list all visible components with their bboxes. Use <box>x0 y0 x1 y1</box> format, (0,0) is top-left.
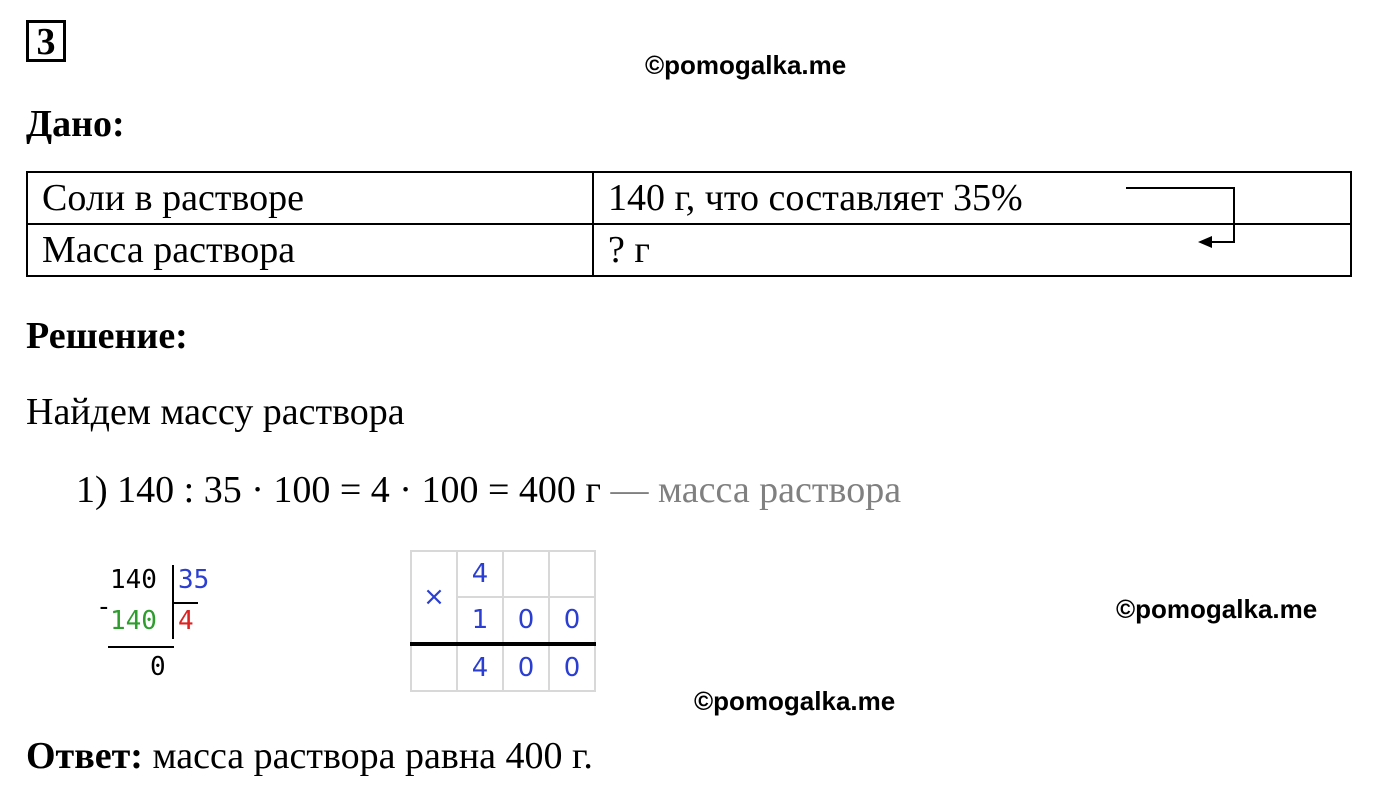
mult-cell: 0 <box>549 644 595 691</box>
answer-text: масса раствора равна 400 г. <box>142 735 593 777</box>
division-divisor: 35 <box>178 565 210 595</box>
division-dividend: 140 <box>110 565 157 595</box>
given-heading: Дано: <box>26 103 125 145</box>
division-minus: - <box>96 592 112 622</box>
step-expression: 1) 140 : 35 · 100 = 4 · 100 = 400 г <box>76 469 601 511</box>
solution-step <box>76 468 901 512</box>
watermark-top: ©pomogalka.me <box>645 50 847 80</box>
mult-cell: 4 <box>457 551 503 597</box>
mult-sign: × <box>411 551 457 644</box>
given-value: ? г <box>593 224 1351 276</box>
division-quotient: 4 <box>178 606 194 636</box>
step-note: — масса раствора <box>610 469 902 511</box>
mult-cell: 4 <box>457 644 503 691</box>
task-number: 3 <box>26 20 66 62</box>
given-value: 140 г, что составляет 35% <box>593 172 1351 224</box>
given-label: Соли в растворе <box>27 172 593 224</box>
division-subtrahend: 140 <box>110 606 157 636</box>
division-remainder: 0 <box>150 652 166 682</box>
relation-arrow-icon <box>1120 180 1250 260</box>
mult-result-row <box>411 644 595 691</box>
watermark-right: ©pomogalka.me <box>1116 594 1318 624</box>
mult-cell <box>411 644 457 691</box>
multiplication-table <box>410 550 596 692</box>
mult-cell <box>503 551 549 597</box>
answer <box>26 734 593 778</box>
mult-row <box>411 551 595 597</box>
given-label: Масса раствора <box>27 224 593 276</box>
mult-cell <box>549 551 595 597</box>
solution-intro: Найдем массу раствора <box>26 391 405 433</box>
mult-cell: 1 <box>457 597 503 644</box>
solution-heading: Решение: <box>26 315 188 357</box>
answer-label: Ответ: <box>26 735 143 777</box>
watermark-bottom: ©pomogalka.me <box>694 686 896 716</box>
mult-cell: 0 <box>503 597 549 644</box>
division-divisor-line <box>172 602 198 604</box>
mult-cell: 0 <box>549 597 595 644</box>
mult-cell: 0 <box>503 644 549 691</box>
division-result-line <box>108 646 174 648</box>
